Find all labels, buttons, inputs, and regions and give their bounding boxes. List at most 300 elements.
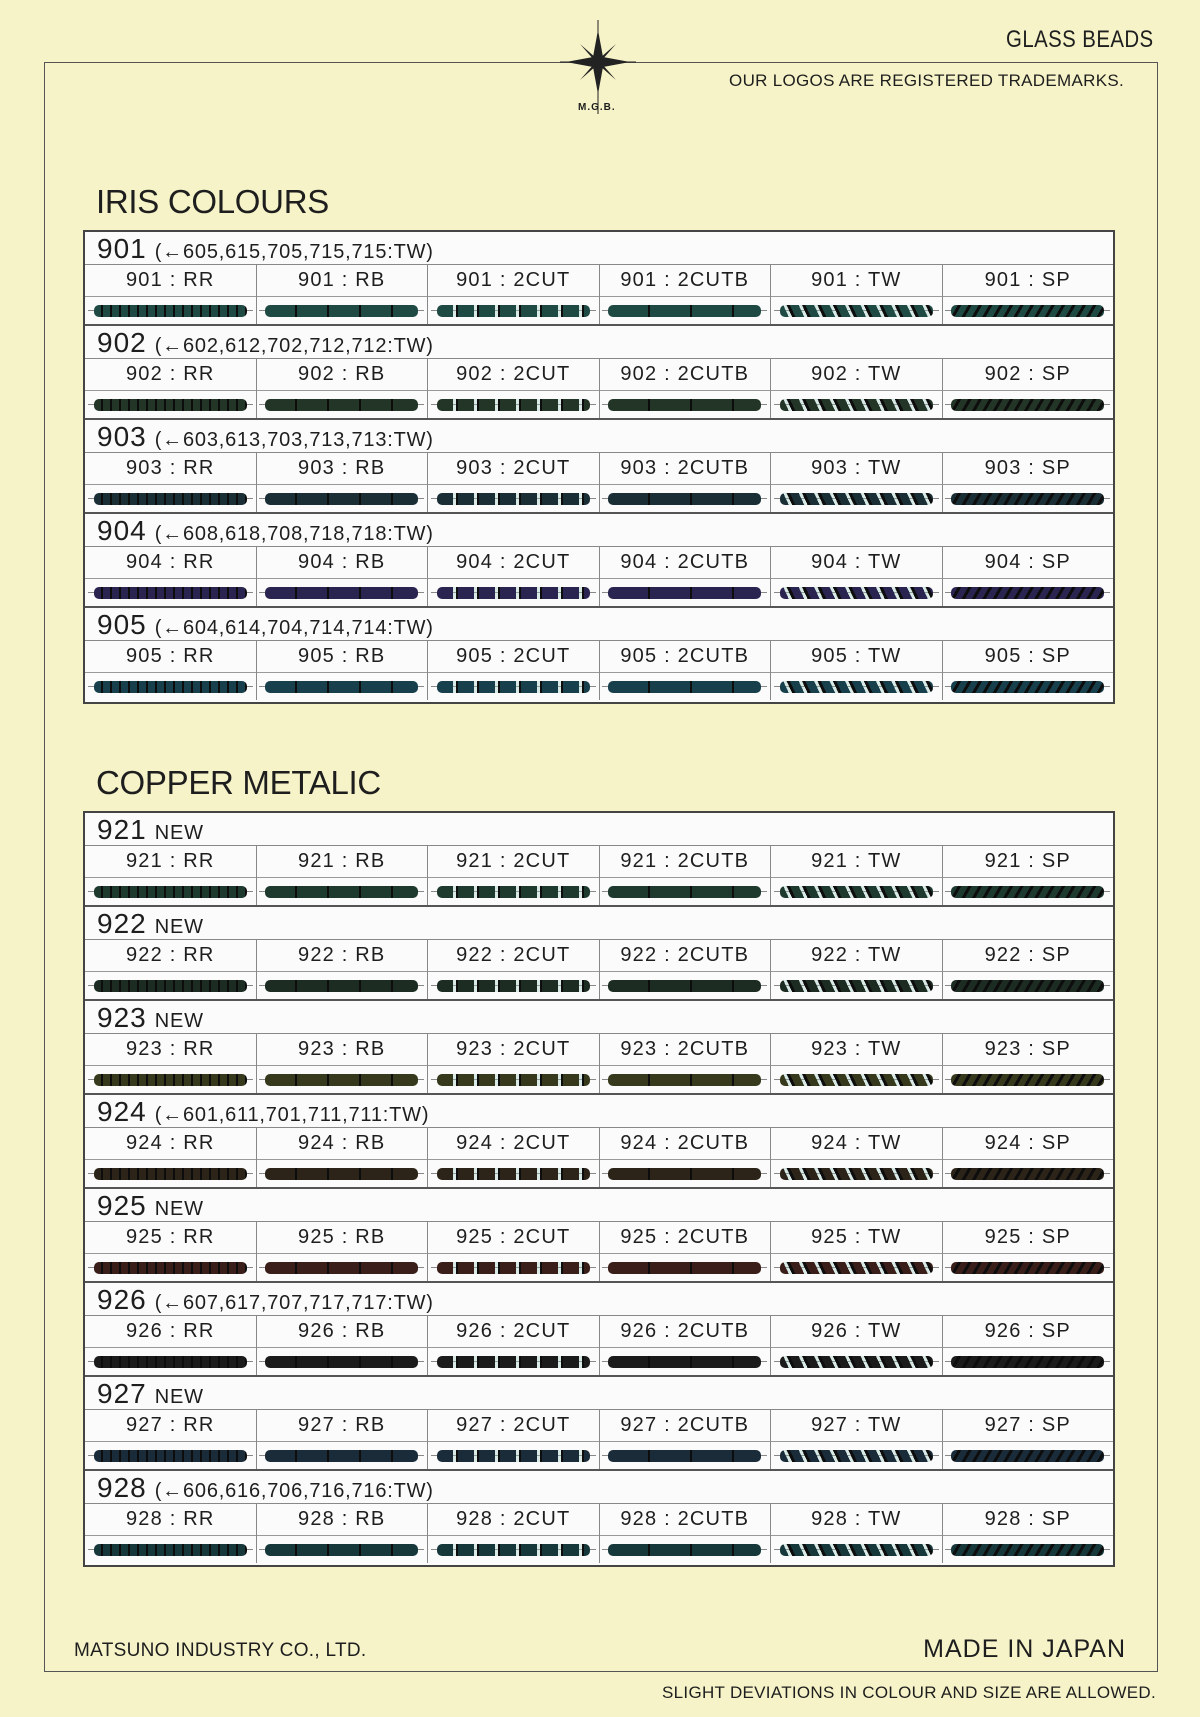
bead-group-923 xyxy=(85,1001,1113,1095)
group-note: (←606,616,706,716,716:TW) xyxy=(154,1480,434,1502)
bead-strand-image xyxy=(606,1543,763,1557)
bead-strand-image xyxy=(606,979,763,993)
bead-strand-image xyxy=(606,398,763,412)
bead-cell-905-sp xyxy=(943,641,1114,700)
bead-cell-902-tw xyxy=(771,359,943,418)
bead-cell-902-rr xyxy=(85,359,257,418)
bead-strand-image xyxy=(92,492,249,506)
logo-text: M.G.B. xyxy=(578,102,616,113)
bead-cell-925-sp xyxy=(943,1222,1114,1281)
bead-sample xyxy=(428,1442,599,1469)
bead-label: 901 : RR xyxy=(85,265,256,297)
bead-strand-image xyxy=(778,304,935,318)
bead-cell-905-2cutb xyxy=(600,641,772,700)
bead-sample xyxy=(257,1160,428,1187)
bead-strand-image xyxy=(263,492,420,506)
section-title-iris: IRIS COLOURS xyxy=(96,183,329,220)
bead-cell-903-tw xyxy=(771,453,943,512)
group-header xyxy=(85,1001,1113,1034)
bead-sample xyxy=(85,1066,256,1093)
bead-strand-image xyxy=(92,1543,249,1557)
bead-cell-903-2cut xyxy=(428,453,600,512)
bead-sample xyxy=(428,579,599,606)
bead-label: 902 : RR xyxy=(85,359,256,391)
bead-label: 903 : 2CUT xyxy=(428,453,599,485)
group-note: NEW xyxy=(154,1198,204,1220)
group-code: 902 xyxy=(97,327,147,358)
bead-strand-image xyxy=(263,1167,420,1181)
bead-cell-924-rb xyxy=(257,1128,429,1187)
group-note: NEW xyxy=(154,916,204,938)
bead-cell-922-rr xyxy=(85,940,257,999)
bead-sample xyxy=(257,1066,428,1093)
bead-cell-902-rb xyxy=(257,359,429,418)
bead-cell-922-2cut xyxy=(428,940,600,999)
bead-cell-926-2cut xyxy=(428,1316,600,1375)
bead-group-927 xyxy=(85,1377,1113,1471)
bead-cell-921-rr xyxy=(85,846,257,905)
group-header xyxy=(85,1095,1113,1128)
bead-label: 928 : 2CUT xyxy=(428,1504,599,1536)
bead-sample xyxy=(600,1348,771,1375)
group-note: (←604,614,704,714,714:TW) xyxy=(154,617,434,639)
bead-cell-923-rr xyxy=(85,1034,257,1093)
bead-sample xyxy=(943,1442,1114,1469)
bead-sample xyxy=(85,878,256,905)
bead-group-905 xyxy=(85,608,1113,702)
bead-sample xyxy=(257,297,428,324)
group-note: (←603,613,703,713,713:TW) xyxy=(154,429,434,451)
bead-sample xyxy=(257,579,428,606)
bead-cell-926-rb xyxy=(257,1316,429,1375)
bead-label: 924 : RR xyxy=(85,1128,256,1160)
bead-label: 925 : 2CUTB xyxy=(600,1222,771,1254)
bead-strand-image xyxy=(949,1261,1106,1275)
bead-strand-image xyxy=(778,1449,935,1463)
bead-cell-904-2cutb xyxy=(600,547,772,606)
bead-cell-923-2cut xyxy=(428,1034,600,1093)
bead-strand-image xyxy=(263,586,420,600)
bead-label: 905 : SP xyxy=(943,641,1114,673)
catalog-title: GLASS BEADS xyxy=(1006,26,1154,53)
bead-cell-923-tw xyxy=(771,1034,943,1093)
bead-group-902 xyxy=(85,326,1113,420)
bead-cell-925-rb xyxy=(257,1222,429,1281)
bead-cell-924-rr xyxy=(85,1128,257,1187)
bead-sample xyxy=(943,391,1114,418)
bead-label: 927 : RR xyxy=(85,1410,256,1442)
bead-label: 924 : RB xyxy=(257,1128,428,1160)
bead-sample xyxy=(943,972,1114,999)
bead-sample xyxy=(257,878,428,905)
bead-sample xyxy=(600,972,771,999)
bead-label: 921 : RB xyxy=(257,846,428,878)
bead-cell-926-rr xyxy=(85,1316,257,1375)
bead-cell-927-rb xyxy=(257,1410,429,1469)
bead-strand-image xyxy=(263,1355,420,1369)
bead-label: 905 : 2CUTB xyxy=(600,641,771,673)
bead-label: 924 : 2CUTB xyxy=(600,1128,771,1160)
bead-strand-image xyxy=(435,885,592,899)
bead-label: 923 : SP xyxy=(943,1034,1114,1066)
bead-strand-image xyxy=(949,586,1106,600)
bead-strand-image xyxy=(606,1449,763,1463)
group-header xyxy=(85,1189,1113,1222)
bead-strand-image xyxy=(949,979,1106,993)
bead-sample xyxy=(600,1254,771,1281)
bead-strand-image xyxy=(778,1073,935,1087)
group-code: 922 xyxy=(97,908,147,939)
bead-cell-926-sp xyxy=(943,1316,1114,1375)
section-title-copper: COPPER METALIC xyxy=(96,764,381,801)
bead-cell-927-2cut xyxy=(428,1410,600,1469)
bead-label: 922 : RR xyxy=(85,940,256,972)
bead-label: 903 : RB xyxy=(257,453,428,485)
bead-label: 927 : RB xyxy=(257,1410,428,1442)
bead-cell-905-2cut xyxy=(428,641,600,700)
bead-label: 902 : RB xyxy=(257,359,428,391)
bead-sample xyxy=(771,391,942,418)
bead-strand-image xyxy=(263,304,420,318)
bead-strand-image xyxy=(263,1073,420,1087)
bead-label: 923 : 2CUT xyxy=(428,1034,599,1066)
bead-cell-926-tw xyxy=(771,1316,943,1375)
bead-strand-image xyxy=(435,1449,592,1463)
group-note: NEW xyxy=(154,822,204,844)
bead-label: 905 : TW xyxy=(771,641,942,673)
bead-label: 903 : 2CUTB xyxy=(600,453,771,485)
bead-strand-image xyxy=(606,586,763,600)
bead-sample xyxy=(771,673,942,700)
bead-cell-928-sp xyxy=(943,1504,1114,1563)
bead-group-926 xyxy=(85,1283,1113,1377)
bead-strand-image xyxy=(778,885,935,899)
bead-label: 921 : TW xyxy=(771,846,942,878)
bead-sample xyxy=(85,297,256,324)
bead-label: 922 : SP xyxy=(943,940,1114,972)
bead-sample xyxy=(600,485,771,512)
bead-cell-928-tw xyxy=(771,1504,943,1563)
bead-strand-image xyxy=(263,979,420,993)
bead-strand-image xyxy=(435,586,592,600)
bead-strand-image xyxy=(778,1261,935,1275)
bead-sample xyxy=(85,1348,256,1375)
bead-cell-925-rr xyxy=(85,1222,257,1281)
bead-label: 927 : TW xyxy=(771,1410,942,1442)
bead-cell-928-rr xyxy=(85,1504,257,1563)
bead-cell-928-rb xyxy=(257,1504,429,1563)
bead-label: 923 : RB xyxy=(257,1034,428,1066)
trademark-note: OUR LOGOS ARE REGISTERED TRADEMARKS. xyxy=(729,71,1124,90)
bead-label: 903 : TW xyxy=(771,453,942,485)
bead-sample xyxy=(771,1442,942,1469)
bead-sample xyxy=(428,673,599,700)
bead-sample xyxy=(771,1348,942,1375)
bead-sample xyxy=(771,579,942,606)
bead-sample xyxy=(600,579,771,606)
bead-strand-image xyxy=(778,492,935,506)
bead-label: 904 : RR xyxy=(85,547,256,579)
group-header xyxy=(85,1377,1113,1410)
bead-cell-922-2cutb xyxy=(600,940,772,999)
bead-sample xyxy=(600,1442,771,1469)
bead-sample xyxy=(600,391,771,418)
bead-cell-904-rr xyxy=(85,547,257,606)
made-in-japan: MADE IN JAPAN xyxy=(923,1635,1126,1663)
bead-sample xyxy=(428,1536,599,1563)
bead-sample xyxy=(771,1066,942,1093)
bead-strand-image xyxy=(949,680,1106,694)
bead-sample xyxy=(943,579,1114,606)
group-note: NEW xyxy=(154,1386,204,1408)
bead-sample xyxy=(85,1254,256,1281)
group-code: 905 xyxy=(97,609,147,640)
bead-sample xyxy=(943,1348,1114,1375)
group-note: (←602,612,702,712,712:TW) xyxy=(154,335,434,357)
bead-label: 923 : 2CUTB xyxy=(600,1034,771,1066)
bead-label: 904 : RB xyxy=(257,547,428,579)
bead-label: 923 : RR xyxy=(85,1034,256,1066)
bead-sample xyxy=(428,1160,599,1187)
bead-label: 922 : 2CUTB xyxy=(600,940,771,972)
group-note: (←607,617,707,717,717:TW) xyxy=(154,1292,434,1314)
bead-label: 925 : SP xyxy=(943,1222,1114,1254)
bead-cell-924-tw xyxy=(771,1128,943,1187)
bead-label: 928 : RB xyxy=(257,1504,428,1536)
bead-strand-image xyxy=(92,1449,249,1463)
bead-cell-903-sp xyxy=(943,453,1114,512)
bead-cell-925-2cutb xyxy=(600,1222,772,1281)
bead-sample xyxy=(771,878,942,905)
bead-cell-921-rb xyxy=(257,846,429,905)
bead-strand-image xyxy=(949,1355,1106,1369)
bead-label: 901 : 2CUTB xyxy=(600,265,771,297)
bead-label: 904 : 2CUTB xyxy=(600,547,771,579)
bead-strand-image xyxy=(263,1261,420,1275)
bead-strand-image xyxy=(435,1261,592,1275)
bead-strand-image xyxy=(435,680,592,694)
bead-label: 925 : 2CUT xyxy=(428,1222,599,1254)
bead-label: 927 : SP xyxy=(943,1410,1114,1442)
bead-strand-image xyxy=(949,885,1106,899)
group-header xyxy=(85,907,1113,940)
bead-label: 926 : RR xyxy=(85,1316,256,1348)
bead-group-928 xyxy=(85,1471,1113,1565)
bead-cell-924-2cut xyxy=(428,1128,600,1187)
group-code: 904 xyxy=(97,515,147,546)
bead-strand-image xyxy=(949,492,1106,506)
bead-strand-image xyxy=(263,398,420,412)
bead-strand-image xyxy=(606,1167,763,1181)
bead-cell-927-rr xyxy=(85,1410,257,1469)
bead-sample xyxy=(428,1066,599,1093)
bead-label: 928 : 2CUTB xyxy=(600,1504,771,1536)
bead-strand-image xyxy=(435,1073,592,1087)
bead-cell-901-rr xyxy=(85,265,257,324)
group-code: 903 xyxy=(97,421,147,452)
bead-cell-927-tw xyxy=(771,1410,943,1469)
bead-strand-image xyxy=(92,1355,249,1369)
bead-sample xyxy=(428,391,599,418)
bead-cell-928-2cut xyxy=(428,1504,600,1563)
bead-label: 902 : 2CUT xyxy=(428,359,599,391)
group-note: (←605,615,705,715,715:TW) xyxy=(154,241,434,263)
group-code: 926 xyxy=(97,1284,147,1315)
bead-cell-902-2cutb xyxy=(600,359,772,418)
bead-strand-image xyxy=(949,398,1106,412)
bead-sample xyxy=(943,1536,1114,1563)
bead-strand-image xyxy=(778,1355,935,1369)
bead-label: 903 : RR xyxy=(85,453,256,485)
bead-label: 901 : SP xyxy=(943,265,1114,297)
bead-strand-image xyxy=(778,586,935,600)
bead-strand-image xyxy=(263,1449,420,1463)
bead-sample xyxy=(771,485,942,512)
bead-group-901 xyxy=(85,232,1113,326)
bead-label: 923 : TW xyxy=(771,1034,942,1066)
bead-label: 904 : 2CUT xyxy=(428,547,599,579)
bead-strand-image xyxy=(778,398,935,412)
bead-sample xyxy=(257,391,428,418)
bead-cell-903-rr xyxy=(85,453,257,512)
bead-label: 924 : SP xyxy=(943,1128,1114,1160)
bead-label: 921 : SP xyxy=(943,846,1114,878)
group-code: 925 xyxy=(97,1190,147,1221)
bead-sample xyxy=(257,1348,428,1375)
bead-strand-image xyxy=(92,680,249,694)
bead-cell-927-2cutb xyxy=(600,1410,772,1469)
bead-cell-903-rb xyxy=(257,453,429,512)
bead-label: 925 : RB xyxy=(257,1222,428,1254)
bead-cell-902-2cut xyxy=(428,359,600,418)
group-header xyxy=(85,514,1113,547)
bead-cell-924-sp xyxy=(943,1128,1114,1187)
bead-label: 922 : 2CUT xyxy=(428,940,599,972)
bead-strand-image xyxy=(949,304,1106,318)
bead-sample xyxy=(428,297,599,324)
bead-cell-902-sp xyxy=(943,359,1114,418)
bead-sample xyxy=(943,485,1114,512)
bead-group-903 xyxy=(85,420,1113,514)
bead-label: 921 : 2CUTB xyxy=(600,846,771,878)
bead-sample xyxy=(85,1442,256,1469)
bead-label: 922 : TW xyxy=(771,940,942,972)
bead-strand-image xyxy=(606,492,763,506)
bead-group-925 xyxy=(85,1189,1113,1283)
bead-strand-image xyxy=(778,1543,935,1557)
disclaimer-note: SLIGHT DEVIATIONS IN COLOUR AND SIZE ARE ALLOWED. xyxy=(662,1683,1156,1702)
bead-cell-922-rb xyxy=(257,940,429,999)
bead-sample xyxy=(85,391,256,418)
iris-colours-table xyxy=(83,230,1115,704)
bead-strand-image xyxy=(949,1167,1106,1181)
bead-strand-image xyxy=(92,304,249,318)
group-header xyxy=(85,420,1113,453)
bead-strand-image xyxy=(435,1167,592,1181)
bead-cell-901-2cutb xyxy=(600,265,772,324)
bead-strand-image xyxy=(606,1355,763,1369)
bead-cell-905-tw xyxy=(771,641,943,700)
bead-cell-922-tw xyxy=(771,940,943,999)
group-note: NEW xyxy=(154,1010,204,1032)
bead-label: 924 : 2CUT xyxy=(428,1128,599,1160)
bead-strand-image xyxy=(606,1261,763,1275)
bead-sample xyxy=(943,878,1114,905)
group-code: 928 xyxy=(97,1472,147,1503)
bead-cell-904-2cut xyxy=(428,547,600,606)
bead-sample xyxy=(85,972,256,999)
group-header xyxy=(85,608,1113,641)
bead-strand-image xyxy=(435,304,592,318)
bead-cell-924-2cutb xyxy=(600,1128,772,1187)
bead-cell-904-sp xyxy=(943,547,1114,606)
bead-label: 904 : SP xyxy=(943,547,1114,579)
group-note: (←601,611,701,711,711:TW) xyxy=(154,1104,430,1126)
bead-cell-927-sp xyxy=(943,1410,1114,1469)
bead-label: 922 : RB xyxy=(257,940,428,972)
bead-sample xyxy=(257,485,428,512)
group-code: 901 xyxy=(97,233,147,264)
bead-sample xyxy=(257,1536,428,1563)
bead-cell-901-rb xyxy=(257,265,429,324)
group-header xyxy=(85,232,1113,265)
bead-label: 927 : 2CUTB xyxy=(600,1410,771,1442)
bead-strand-image xyxy=(92,979,249,993)
bead-sample xyxy=(85,579,256,606)
bead-label: 926 : SP xyxy=(943,1316,1114,1348)
bead-label: 926 : 2CUT xyxy=(428,1316,599,1348)
bead-group-904 xyxy=(85,514,1113,608)
bead-strand-image xyxy=(92,1073,249,1087)
bead-sample xyxy=(257,972,428,999)
bead-strand-image xyxy=(778,979,935,993)
bead-sample xyxy=(600,297,771,324)
bead-strand-image xyxy=(92,1261,249,1275)
bead-cell-922-sp xyxy=(943,940,1114,999)
bead-sample xyxy=(428,878,599,905)
bead-sample xyxy=(257,673,428,700)
bead-sample xyxy=(85,485,256,512)
bead-sample xyxy=(771,1254,942,1281)
company-name: MATSUNO INDUSTRY CO., LTD. xyxy=(74,1640,367,1661)
bead-strand-image xyxy=(435,1543,592,1557)
bead-label: 926 : RB xyxy=(257,1316,428,1348)
bead-label: 926 : TW xyxy=(771,1316,942,1348)
bead-cell-904-rb xyxy=(257,547,429,606)
bead-cell-923-rb xyxy=(257,1034,429,1093)
group-header xyxy=(85,813,1113,846)
bead-label: 902 : SP xyxy=(943,359,1114,391)
bead-strand-image xyxy=(435,1355,592,1369)
bead-label: 902 : TW xyxy=(771,359,942,391)
bead-sample xyxy=(943,297,1114,324)
bead-label: 928 : SP xyxy=(943,1504,1114,1536)
bead-strand-image xyxy=(606,680,763,694)
bead-sample xyxy=(600,1066,771,1093)
bead-strand-image xyxy=(92,885,249,899)
bead-strand-image xyxy=(435,979,592,993)
bead-cell-921-sp xyxy=(943,846,1114,905)
bead-sample xyxy=(943,1160,1114,1187)
group-note: (←608,618,708,718,718:TW) xyxy=(154,523,434,545)
bead-strand-image xyxy=(263,1543,420,1557)
bead-label: 904 : TW xyxy=(771,547,942,579)
bead-sample xyxy=(600,878,771,905)
group-code: 924 xyxy=(97,1096,147,1127)
bead-sample xyxy=(85,1536,256,1563)
bead-cell-901-2cut xyxy=(428,265,600,324)
bead-cell-905-rb xyxy=(257,641,429,700)
